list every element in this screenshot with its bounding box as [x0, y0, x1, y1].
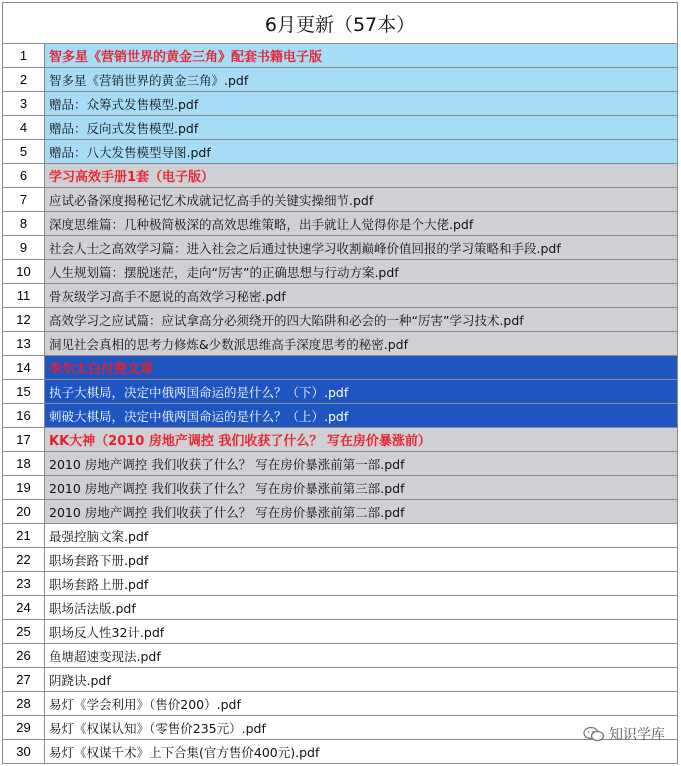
row-number: 28: [3, 692, 45, 715]
table-row[interactable]: [3, 236, 678, 260]
file-name-cell[interactable]: 高效学习之应试篇：应试拿高分必须绕开的四大陷阱和必会的一种“厉害”学习技术.pdf: [45, 308, 678, 331]
wechat-icon: [583, 726, 605, 742]
table-row[interactable]: [3, 428, 678, 452]
row-number: 26: [3, 644, 45, 667]
watermark-text: 知识学库: [609, 727, 665, 743]
table-row[interactable]: [3, 212, 678, 236]
table-row[interactable]: [3, 644, 678, 668]
table-row[interactable]: [3, 692, 678, 716]
file-name-cell[interactable]: 易灯《权谋认知》（零售价235元）.pdf: [45, 716, 678, 739]
table-row[interactable]: [3, 164, 678, 188]
file-name-cell[interactable]: 赠品：八大发售模型导图.pdf: [45, 140, 678, 163]
row-number: 11: [3, 284, 45, 307]
table-row[interactable]: [3, 476, 678, 500]
file-name-cell[interactable]: 应试必备深度揭秘记忆术成就记忆高手的关键实操细节.pdf: [45, 188, 678, 211]
row-number: 20: [3, 500, 45, 523]
file-name-cell[interactable]: 深度思维篇：几种极简极深的高效思维策略，出手就让人觉得你是个大佬.pdf: [45, 212, 678, 235]
table-row[interactable]: [3, 140, 678, 164]
table-row[interactable]: [3, 68, 678, 92]
table-row[interactable]: [3, 284, 678, 308]
row-number: 27: [3, 668, 45, 691]
row-number: 16: [3, 404, 45, 427]
section-header-cell[interactable]: 智多星《营销世界的黄金三角》配套书籍电子版: [45, 44, 678, 67]
file-name-cell[interactable]: 赠品：众筹式发售模型.pdf: [45, 92, 678, 115]
row-number: 13: [3, 332, 45, 355]
file-name-cell[interactable]: 执子大棋局，决定中俄两国命运的是什么？（下）.pdf: [45, 380, 678, 403]
file-name-cell[interactable]: 人生规划篇：摆脱迷茫，走向“厉害”的正确思想与行动方案.pdf: [45, 260, 678, 283]
table-row[interactable]: [3, 668, 678, 692]
file-name-cell[interactable]: 刺破大棋局，决定中俄两国命运的是什么？（上）.pdf: [45, 404, 678, 427]
file-name-cell[interactable]: 阴跷诀.pdf: [45, 668, 678, 691]
table-row[interactable]: [3, 404, 678, 428]
file-name-cell[interactable]: 职场套路下册.pdf: [45, 548, 678, 571]
file-name-cell[interactable]: 2010 房地产调控 我们收获了什么？ 写在房价暴涨前第一部.pdf: [45, 452, 678, 475]
table-row[interactable]: [3, 740, 678, 764]
file-name-cell[interactable]: 2010 房地产调控 我们收获了什么？ 写在房价暴涨前第二部.pdf: [45, 500, 678, 523]
row-number: 19: [3, 476, 45, 499]
file-name-cell[interactable]: 2010 房地产调控 我们收获了什么？ 写在房价暴涨前第三部.pdf: [45, 476, 678, 499]
table-body: [3, 44, 678, 764]
row-number: 6: [3, 164, 45, 187]
spreadsheet-table: [2, 2, 678, 764]
table-row[interactable]: [3, 716, 678, 740]
table-row[interactable]: [3, 548, 678, 572]
row-number: 5: [3, 140, 45, 163]
table-row[interactable]: [3, 260, 678, 284]
file-name-cell[interactable]: 职场反人性32计.pdf: [45, 620, 678, 643]
row-number: 12: [3, 308, 45, 331]
section-header-cell[interactable]: 学习高效手册1套（电子版）: [45, 164, 678, 187]
table-row[interactable]: [3, 116, 678, 140]
table-row[interactable]: [3, 44, 678, 68]
file-name-cell[interactable]: 社会人士之高效学习篇：进入社会之后通过快速学习收割巅峰价值回报的学习策略和手段.pdf: [45, 236, 678, 259]
table-row[interactable]: [3, 452, 678, 476]
row-number: 30: [3, 740, 45, 763]
row-number: 17: [3, 428, 45, 451]
row-number: 2: [3, 68, 45, 91]
sheet-title: 6月更新（57本）: [3, 3, 678, 44]
table-row[interactable]: [3, 596, 678, 620]
table-row[interactable]: [3, 92, 678, 116]
file-name-cell[interactable]: 最强控脑文案.pdf: [45, 524, 678, 547]
row-number: 8: [3, 212, 45, 235]
row-number: 18: [3, 452, 45, 475]
table-row[interactable]: [3, 500, 678, 524]
row-number: 15: [3, 380, 45, 403]
table-row[interactable]: [3, 524, 678, 548]
table-row[interactable]: [3, 308, 678, 332]
file-name-cell[interactable]: 智多星《营销世界的黄金三角》.pdf: [45, 68, 678, 91]
row-number: 3: [3, 92, 45, 115]
row-number: 24: [3, 596, 45, 619]
row-number: 21: [3, 524, 45, 547]
file-name-cell[interactable]: 骨灰级学习高手不愿说的高效学习秘密.pdf: [45, 284, 678, 307]
row-number: 4: [3, 116, 45, 139]
file-name-cell[interactable]: 洞见社会真相的思考力修炼&少数派思维高手深度思考的秘密.pdf: [45, 332, 678, 355]
table-row[interactable]: [3, 188, 678, 212]
row-number: 10: [3, 260, 45, 283]
watermark: [583, 724, 665, 744]
table-row[interactable]: [3, 356, 678, 380]
file-name-cell[interactable]: 赠品：反向式发售模型.pdf: [45, 116, 678, 139]
row-number: 25: [3, 620, 45, 643]
row-number: 22: [3, 548, 45, 571]
row-number: 23: [3, 572, 45, 595]
file-name-cell[interactable]: 鱼塘超速变现法.pdf: [45, 644, 678, 667]
file-name-cell[interactable]: 职场活法版.pdf: [45, 596, 678, 619]
file-name-cell[interactable]: 职场套路上册.pdf: [45, 572, 678, 595]
table-row[interactable]: [3, 332, 678, 356]
table-row[interactable]: [3, 620, 678, 644]
table-row[interactable]: [3, 572, 678, 596]
section-header-cell[interactable]: KK大神（2010 房地产调控 我们收获了什么？ 写在房价暴涨前）: [45, 428, 678, 451]
section-header-cell[interactable]: 李尔太白付费文章: [45, 356, 678, 379]
file-name-cell[interactable]: 易灯《权谋千术》上下合集(官方售价400元).pdf: [45, 740, 678, 763]
row-number: 14: [3, 356, 45, 379]
row-number: 9: [3, 236, 45, 259]
table-row[interactable]: [3, 380, 678, 404]
row-number: 7: [3, 188, 45, 211]
file-name-cell[interactable]: 易灯《学会利用》（售价200）.pdf: [45, 692, 678, 715]
row-number: 29: [3, 716, 45, 739]
row-number: 1: [3, 44, 45, 67]
